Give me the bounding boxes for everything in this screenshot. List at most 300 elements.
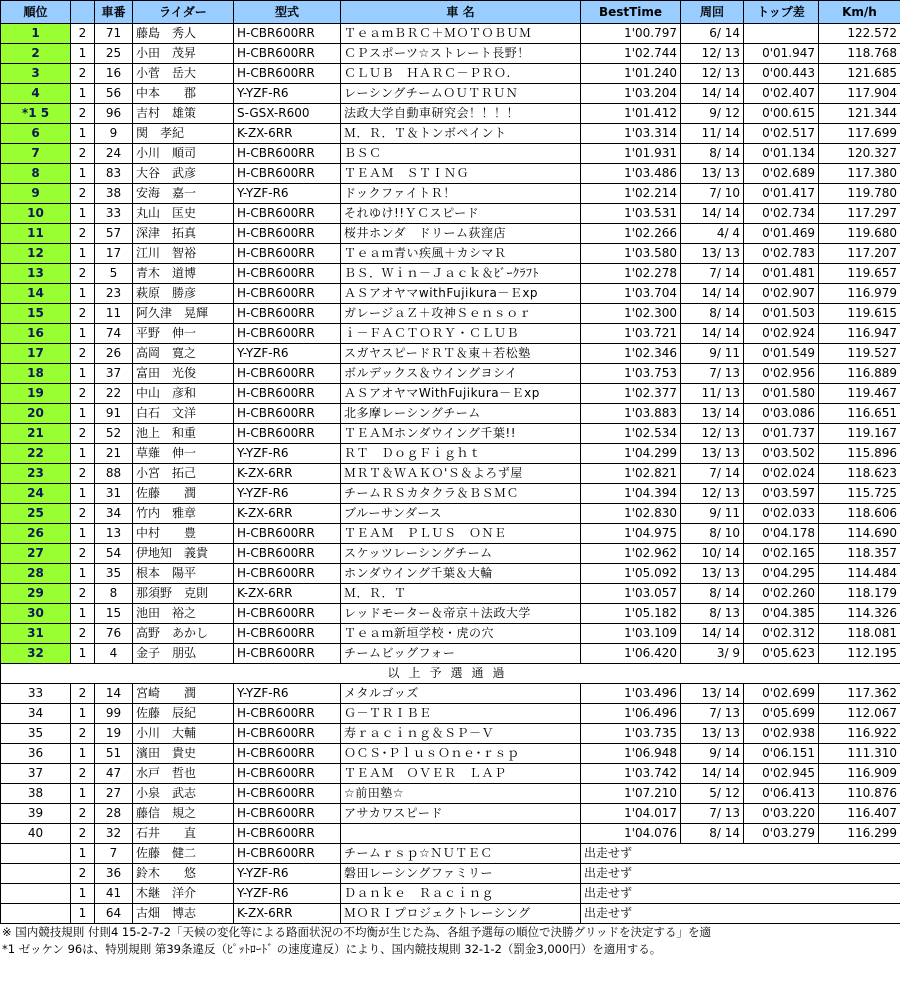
laps-cell: 9/ 12	[681, 104, 744, 124]
gap-cell: 0'04.178	[744, 524, 819, 544]
position-cell: 22	[1, 444, 71, 464]
table-row	[1, 184, 900, 204]
gap-cell: 0'04.385	[744, 604, 819, 624]
besttime-cell: 1'02.830	[581, 504, 681, 524]
besttime-cell: 1'02.377	[581, 384, 681, 404]
team-cell: ＣＰスポーツ☆ストレート長野！	[341, 44, 581, 64]
gap-cell: 0'02.033	[744, 504, 819, 524]
gap-cell: 0'02.734	[744, 204, 819, 224]
gap-cell: 0'03.220	[744, 804, 819, 824]
table-row	[1, 24, 900, 44]
speed-cell: 117.380	[819, 164, 900, 184]
model-cell: H-CBR600RR	[234, 264, 341, 284]
table-row	[1, 904, 900, 924]
position-cell: 4	[1, 84, 71, 104]
group-cell: 2	[71, 104, 95, 124]
table-row	[1, 804, 900, 824]
group-cell: 1	[71, 124, 95, 144]
besttime-cell: 1'03.496	[581, 684, 681, 704]
team-cell: ＴＥＡＭ ＳＴＩＮＧ	[341, 164, 581, 184]
group-cell: 2	[71, 424, 95, 444]
team-cell: 北多摩レーシングチーム	[341, 404, 581, 424]
team-cell: スケッツレーシングチーム	[341, 544, 581, 564]
laps-cell: 12/ 13	[681, 484, 744, 504]
group-cell: 2	[71, 464, 95, 484]
laps-cell: 12/ 13	[681, 64, 744, 84]
speed-cell: 119.467	[819, 384, 900, 404]
laps-cell: 12/ 13	[681, 424, 744, 444]
laps-cell: 7/ 14	[681, 264, 744, 284]
status-cell: 出走せず	[581, 884, 900, 904]
model-cell: H-CBR600RR	[234, 384, 341, 404]
number-cell: 31	[95, 484, 133, 504]
rider-cell: 阿久津 晃輝	[133, 304, 234, 324]
speed-cell: 115.896	[819, 444, 900, 464]
position-cell: 3	[1, 64, 71, 84]
position-cell: 17	[1, 344, 71, 364]
rider-cell: 江川 智裕	[133, 244, 234, 264]
rider-cell: 那須野 克則	[133, 584, 234, 604]
team-cell: 磐田レーシングファミリー	[341, 864, 581, 884]
besttime-cell: 1'01.412	[581, 104, 681, 124]
position-cell: 27	[1, 544, 71, 564]
table-row	[1, 304, 900, 324]
team-cell: チームビッグフォー	[341, 644, 581, 664]
laps-cell: 13/ 13	[681, 564, 744, 584]
header-row	[1, 1, 900, 24]
speed-cell: 119.615	[819, 304, 900, 324]
position-cell: 29	[1, 584, 71, 604]
rider-cell: 佐藤 潤	[133, 484, 234, 504]
status-cell: 出走せず	[581, 844, 900, 864]
laps-cell: 14/ 14	[681, 84, 744, 104]
besttime-cell: 1'04.394	[581, 484, 681, 504]
laps-cell: 8/ 14	[681, 824, 744, 844]
laps-cell: 13/ 14	[681, 684, 744, 704]
position-cell: 15	[1, 304, 71, 324]
number-cell: 26	[95, 344, 133, 364]
number-cell: 19	[95, 724, 133, 744]
team-cell: ＡＳアオヤマWithFujikura－Ｅxp	[341, 384, 581, 404]
position-cell	[1, 904, 71, 924]
gap-cell: 0'02.407	[744, 84, 819, 104]
model-cell: H-CBR600RR	[234, 524, 341, 544]
besttime-cell: 1'03.531	[581, 204, 681, 224]
number-cell: 51	[95, 744, 133, 764]
gap-cell: 0'03.279	[744, 824, 819, 844]
besttime-cell: 1'03.057	[581, 584, 681, 604]
group-cell: 2	[71, 384, 95, 404]
besttime-cell: 1'05.182	[581, 604, 681, 624]
table-row	[1, 104, 900, 124]
laps-cell: 8/ 14	[681, 584, 744, 604]
gap-cell: 0'04.295	[744, 564, 819, 584]
number-cell: 88	[95, 464, 133, 484]
position-cell: 13	[1, 264, 71, 284]
team-cell: スガヤスピードＲＴ＆東＋若松塾	[341, 344, 581, 364]
rider-cell: 大谷 武彦	[133, 164, 234, 184]
group-cell: 2	[71, 304, 95, 324]
model-cell: H-CBR600RR	[234, 724, 341, 744]
number-cell: 21	[95, 444, 133, 464]
laps-cell: 11/ 13	[681, 384, 744, 404]
rider-cell: 根本 陽平	[133, 564, 234, 584]
team-cell: ＢＳ．Ｗｉｎ－Ｊａｃｋ＆ﾋﾞｰｸﾗﾌﾄ	[341, 264, 581, 284]
model-cell: Y-YZF-R6	[234, 84, 341, 104]
team-cell: ＴＥＡＭ ＯＶＥＲ ＬＡＰ	[341, 764, 581, 784]
team-cell: Ｔｅａｍ青い疾風＋カシマＲ	[341, 244, 581, 264]
position-cell	[1, 884, 71, 904]
group-cell: 1	[71, 524, 95, 544]
rider-cell: 草薙 伸一	[133, 444, 234, 464]
col-gap: トップ差	[744, 1, 819, 24]
besttime-cell: 1'00.797	[581, 24, 681, 44]
table-row	[1, 264, 900, 284]
team-cell: Ｇ－ＴＲＩＢＥ	[341, 704, 581, 724]
number-cell: 54	[95, 544, 133, 564]
gap-cell: 0'02.165	[744, 544, 819, 564]
speed-cell: 122.572	[819, 24, 900, 44]
besttime-cell: 1'06.420	[581, 644, 681, 664]
table-row	[1, 424, 900, 444]
position-cell: 19	[1, 384, 71, 404]
table-row	[1, 384, 900, 404]
rider-cell: 佐藤 健二	[133, 844, 234, 864]
model-cell: K-ZX-6RR	[234, 584, 341, 604]
speed-cell: 114.326	[819, 604, 900, 624]
model-cell: H-CBR600RR	[234, 744, 341, 764]
separator-section	[1, 664, 900, 684]
laps-cell: 8/ 10	[681, 524, 744, 544]
col-team: 車 名	[341, 1, 581, 24]
gap-cell: 0'01.469	[744, 224, 819, 244]
rider-cell: 小菅 岳大	[133, 64, 234, 84]
speed-cell: 116.909	[819, 764, 900, 784]
model-cell: H-CBR600RR	[234, 704, 341, 724]
team-cell: ＯＣＳ･ＰｌｕｓＯｎｅ･ｒｓｐ	[341, 744, 581, 764]
laps-cell: 6/ 14	[681, 24, 744, 44]
number-cell: 8	[95, 584, 133, 604]
rider-cell: 池上 和重	[133, 424, 234, 444]
model-cell: H-CBR600RR	[234, 604, 341, 624]
model-cell: H-CBR600RR	[234, 284, 341, 304]
rider-cell: 中村 豊	[133, 524, 234, 544]
number-cell: 56	[95, 84, 133, 104]
group-cell: 2	[71, 64, 95, 84]
model-cell: H-CBR600RR	[234, 304, 341, 324]
speed-cell: 112.067	[819, 704, 900, 724]
table-row	[1, 204, 900, 224]
model-cell: Y-YZF-R6	[234, 444, 341, 464]
gap-cell: 0'06.151	[744, 744, 819, 764]
team-cell: ＴｅａｍＢＲＣ＋ＭＯＴＯＢＵＭ	[341, 24, 581, 44]
besttime-cell: 1'03.204	[581, 84, 681, 104]
model-cell: K-ZX-6RR	[234, 904, 341, 924]
table-row	[1, 564, 900, 584]
number-cell: 28	[95, 804, 133, 824]
rider-cell: 富田 光俊	[133, 364, 234, 384]
group-cell: 2	[71, 684, 95, 704]
laps-cell: 8/ 14	[681, 144, 744, 164]
rider-cell: 濱田 貴史	[133, 744, 234, 764]
team-cell: Ｔｅａｍ新垣学校・虎の穴	[341, 624, 581, 644]
gap-cell: 0'01.417	[744, 184, 819, 204]
laps-cell: 13/ 14	[681, 404, 744, 424]
besttime-cell: 1'03.580	[581, 244, 681, 264]
model-cell: H-CBR600RR	[234, 44, 341, 64]
group-cell: 2	[71, 584, 95, 604]
speed-cell: 116.922	[819, 724, 900, 744]
model-cell: S-GSX-R600	[234, 104, 341, 124]
speed-cell: 119.780	[819, 184, 900, 204]
group-cell: 1	[71, 564, 95, 584]
gap-cell: 0'02.699	[744, 684, 819, 704]
speed-cell: 121.685	[819, 64, 900, 84]
rider-cell: 丸山 匡史	[133, 204, 234, 224]
table-row	[1, 484, 900, 504]
number-cell: 25	[95, 44, 133, 64]
model-cell: Y-YZF-R6	[234, 884, 341, 904]
position-cell: 24	[1, 484, 71, 504]
number-cell: 15	[95, 604, 133, 624]
speed-cell: 118.357	[819, 544, 900, 564]
non-qualified-rows	[1, 684, 900, 844]
table-row	[1, 224, 900, 244]
note-line: *1 ゼッケン 96は、特別規則 第39条違反（ﾋﾟｯﾄﾛｰﾄﾞ の速度違反）により、国内競技規則 32-1-2（罰金3,000円）を適用する。	[2, 942, 662, 956]
number-cell: 64	[95, 904, 133, 924]
position-cell: 30	[1, 604, 71, 624]
laps-cell: 7/ 13	[681, 804, 744, 824]
besttime-cell: 1'03.753	[581, 364, 681, 384]
speed-cell: 115.725	[819, 484, 900, 504]
group-cell: 1	[71, 404, 95, 424]
table-row	[1, 244, 900, 264]
table-row	[1, 644, 900, 664]
rider-cell: 竹内 雅章	[133, 504, 234, 524]
table-row	[1, 284, 900, 304]
speed-cell: 121.344	[819, 104, 900, 124]
table-row	[1, 504, 900, 524]
model-cell: Y-YZF-R6	[234, 184, 341, 204]
number-cell: 36	[95, 864, 133, 884]
team-cell: ドックファイトＲ！	[341, 184, 581, 204]
gap-cell: 0'02.783	[744, 244, 819, 264]
position-cell: 11	[1, 224, 71, 244]
laps-cell: 13/ 13	[681, 724, 744, 744]
besttime-cell: 1'03.742	[581, 764, 681, 784]
group-cell: 1	[71, 604, 95, 624]
number-cell: 16	[95, 64, 133, 84]
rider-cell: 中本 郡	[133, 84, 234, 104]
group-cell: 1	[71, 484, 95, 504]
model-cell: K-ZX-6RR	[234, 124, 341, 144]
team-cell: アサカワスピード	[341, 804, 581, 824]
besttime-cell: 1'04.076	[581, 824, 681, 844]
besttime-cell: 1'07.210	[581, 784, 681, 804]
speed-cell: 116.979	[819, 284, 900, 304]
number-cell: 74	[95, 324, 133, 344]
group-cell: 1	[71, 844, 95, 864]
position-cell: 34	[1, 704, 71, 724]
model-cell: H-CBR600RR	[234, 644, 341, 664]
position-cell: 32	[1, 644, 71, 664]
gap-cell: 0'02.312	[744, 624, 819, 644]
number-cell: 34	[95, 504, 133, 524]
gap-cell: 0'03.597	[744, 484, 819, 504]
speed-cell: 117.207	[819, 244, 900, 264]
rider-cell: 佐藤 辰紀	[133, 704, 234, 724]
gap-cell: 0'03.502	[744, 444, 819, 464]
col-laps: 周回	[681, 1, 744, 24]
gap-cell: 0'00.615	[744, 104, 819, 124]
position-cell: 7	[1, 144, 71, 164]
qualification-line: 以上予選通過	[1, 664, 900, 684]
table-row	[1, 704, 900, 724]
table-row	[1, 404, 900, 424]
team-cell: 寿ｒａｃｉｎｇ＆ＳＰ－Ｖ	[341, 724, 581, 744]
gap-cell: 0'06.413	[744, 784, 819, 804]
position-cell: 20	[1, 404, 71, 424]
besttime-cell: 1'01.931	[581, 144, 681, 164]
number-cell: 99	[95, 704, 133, 724]
position-cell: 18	[1, 364, 71, 384]
col-besttime: BestTime	[581, 1, 681, 24]
model-cell: Y-YZF-R6	[234, 484, 341, 504]
team-cell: レーシングチームＯＵＴＲＵＮ	[341, 84, 581, 104]
speed-cell: 116.889	[819, 364, 900, 384]
number-cell: 76	[95, 624, 133, 644]
table-row	[1, 84, 900, 104]
speed-cell: 114.690	[819, 524, 900, 544]
table-row	[1, 624, 900, 644]
rider-cell: 藤信 規之	[133, 804, 234, 824]
speed-cell: 118.768	[819, 44, 900, 64]
position-cell: 2	[1, 44, 71, 64]
speed-cell: 116.299	[819, 824, 900, 844]
model-cell: K-ZX-6RR	[234, 464, 341, 484]
rider-cell: 小泉 武志	[133, 784, 234, 804]
besttime-cell: 1'03.109	[581, 624, 681, 644]
rider-cell: 白石 文洋	[133, 404, 234, 424]
group-cell: 1	[71, 644, 95, 664]
table-row	[1, 344, 900, 364]
rider-cell: 鈴木 悠	[133, 864, 234, 884]
laps-cell: 14/ 14	[681, 764, 744, 784]
speed-cell: 116.651	[819, 404, 900, 424]
rider-cell: 水戸 哲也	[133, 764, 234, 784]
speed-cell: 110.876	[819, 784, 900, 804]
rider-cell: 古畑 博志	[133, 904, 234, 924]
team-cell: チームＲＳカタクラ＆ＢＳＭＣ	[341, 484, 581, 504]
besttime-cell: 1'03.721	[581, 324, 681, 344]
laps-cell: 7/ 13	[681, 364, 744, 384]
table-row	[1, 684, 900, 704]
team-cell: メタルゴッズ	[341, 684, 581, 704]
team-cell: 法政大学自動車研究会！！！！	[341, 104, 581, 124]
group-cell: 1	[71, 904, 95, 924]
speed-cell: 117.362	[819, 684, 900, 704]
group-cell: 2	[71, 804, 95, 824]
position-cell: 40	[1, 824, 71, 844]
team-cell: Ｄａｎｋｅ Ｒａｃｉｎｇ	[341, 884, 581, 904]
model-cell: H-CBR600RR	[234, 764, 341, 784]
table-row	[1, 164, 900, 184]
besttime-cell: 1'02.962	[581, 544, 681, 564]
gap-cell: 0'02.956	[744, 364, 819, 384]
number-cell: 24	[95, 144, 133, 164]
group-cell: 2	[71, 504, 95, 524]
besttime-cell: 1'02.214	[581, 184, 681, 204]
laps-cell: 12/ 13	[681, 44, 744, 64]
team-cell: ＢＳＣ	[341, 144, 581, 164]
gap-cell: 0'02.938	[744, 724, 819, 744]
gap-cell: 0'00.443	[744, 64, 819, 84]
besttime-cell: 1'02.821	[581, 464, 681, 484]
model-cell: H-CBR600RR	[234, 24, 341, 44]
group-cell: 1	[71, 84, 95, 104]
team-cell: ブルーサンダース	[341, 504, 581, 524]
model-cell: H-CBR600RR	[234, 844, 341, 864]
model-cell: H-CBR600RR	[234, 64, 341, 84]
team-cell: Ｍ．Ｒ．Ｔ＆トンボペイント	[341, 124, 581, 144]
gap-cell: 0'05.699	[744, 704, 819, 724]
model-cell: Y-YZF-R6	[234, 864, 341, 884]
number-cell: 7	[95, 844, 133, 864]
speed-cell: 118.179	[819, 584, 900, 604]
besttime-cell: 1'02.266	[581, 224, 681, 244]
speed-cell: 119.657	[819, 264, 900, 284]
number-cell: 33	[95, 204, 133, 224]
rider-cell: 高野 あかし	[133, 624, 234, 644]
position-cell	[1, 844, 71, 864]
gap-cell: 0'02.260	[744, 584, 819, 604]
table-row	[1, 744, 900, 764]
number-cell: 41	[95, 884, 133, 904]
laps-cell: 9/ 11	[681, 344, 744, 364]
rider-cell: 高岡 寛之	[133, 344, 234, 364]
laps-cell: 11/ 14	[681, 124, 744, 144]
gap-cell: 0'02.924	[744, 324, 819, 344]
table-row	[1, 784, 900, 804]
gap-cell: 0'02.024	[744, 464, 819, 484]
team-cell: ＴＥＡＭホンダウイング千葉!!	[341, 424, 581, 444]
group-cell: 1	[71, 784, 95, 804]
team-cell: ホンダウイング千葉＆大輪	[341, 564, 581, 584]
number-cell: 91	[95, 404, 133, 424]
model-cell: H-CBR600RR	[234, 324, 341, 344]
gap-cell: 0'01.549	[744, 344, 819, 364]
team-cell: ＴＥＡＭ ＰＬＵＳ ＯＮＥ	[341, 524, 581, 544]
model-cell: H-CBR600RR	[234, 824, 341, 844]
group-cell: 1	[71, 324, 95, 344]
number-cell: 32	[95, 824, 133, 844]
speed-cell: 118.081	[819, 624, 900, 644]
table-row	[1, 604, 900, 624]
gap-cell: 0'05.623	[744, 644, 819, 664]
laps-cell: 8/ 14	[681, 304, 744, 324]
team-cell: Ｍ．Ｒ．Ｔ	[341, 584, 581, 604]
team-cell: ☆前田塾☆	[341, 784, 581, 804]
model-cell: H-CBR600RR	[234, 364, 341, 384]
besttime-cell: 1'03.883	[581, 404, 681, 424]
status-cell: 出走せず	[581, 864, 900, 884]
qualified-rows	[1, 24, 900, 664]
number-cell: 96	[95, 104, 133, 124]
group-cell: 2	[71, 724, 95, 744]
gap-cell: 0'01.503	[744, 304, 819, 324]
table-row	[1, 464, 900, 484]
group-cell: 2	[71, 24, 95, 44]
